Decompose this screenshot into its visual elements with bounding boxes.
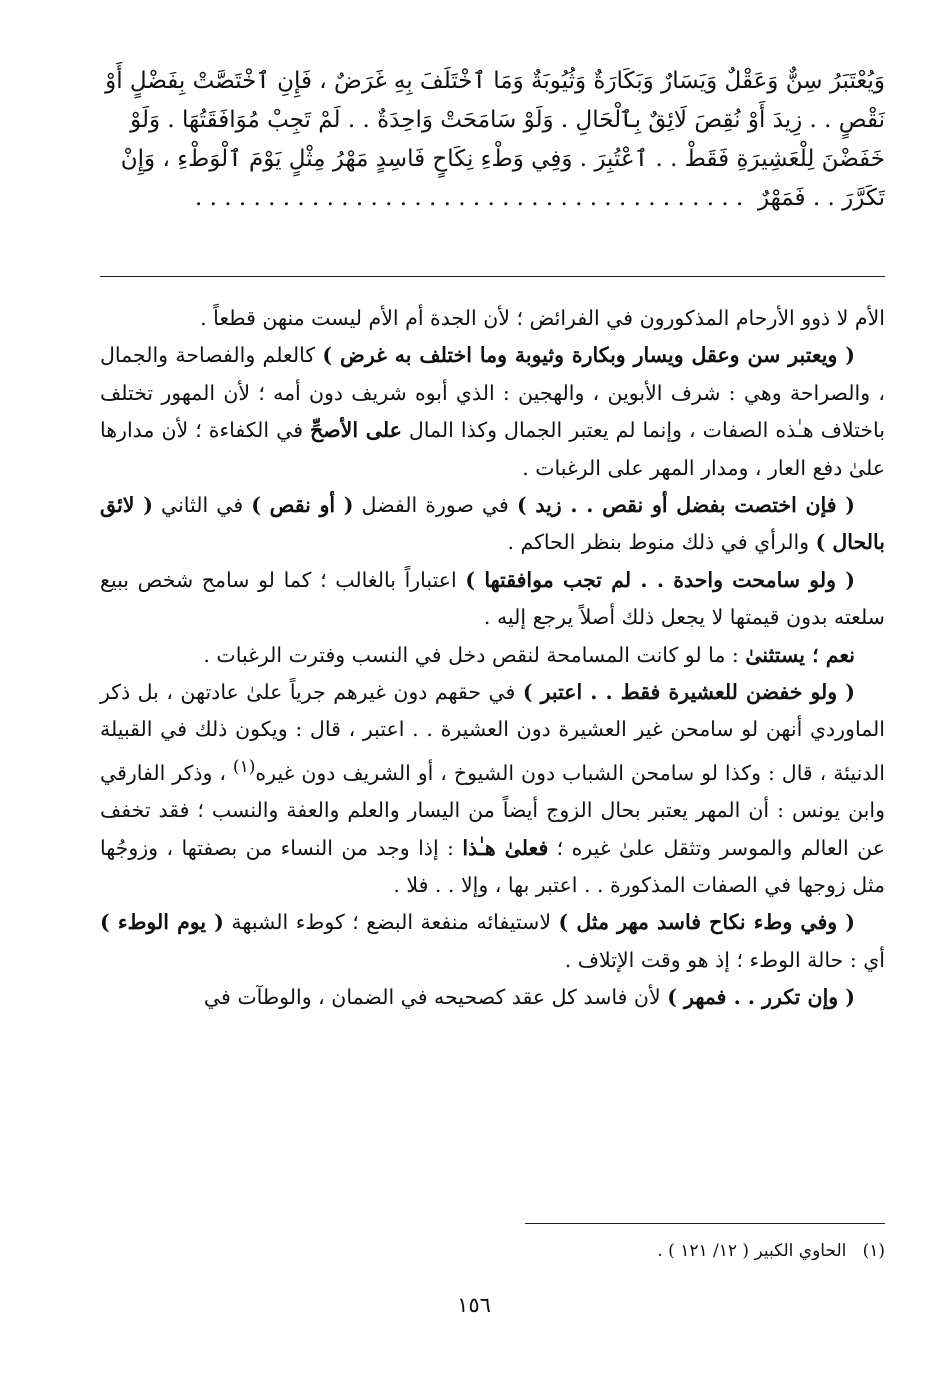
footnote-separator-rule	[525, 1223, 885, 1224]
commentary-text-span: في الكفاءة ؛ لأن مدارها علىٰ دفع العار ، ومدار المهر على الرغبات .	[100, 418, 885, 480]
commentary-paragraph-7	[100, 904, 885, 979]
commentary-text-span: : ما لو كانت المسامحة لنقص دخل في النسب وفترت الرغبات .	[203, 642, 746, 667]
matn-quote: ( ويعتبر سن وعقل ويسار وبكارة وثيوبة وما اختلف به غرض )	[322, 343, 855, 368]
page-number: ١٥٦	[457, 1293, 491, 1317]
footnote-number: (١)	[862, 1241, 885, 1261]
bold-term: على الأصحِّ	[310, 418, 402, 443]
commentary-paragraph-5	[100, 637, 885, 674]
footnote-reference[interactable]: (١)	[232, 756, 256, 777]
matn-separator-rule	[100, 276, 885, 277]
commentary-text-span: اعتباراً بالغالب ؛ كما لو سامح شخص ببيع سلعته بدون قيمتها لا يجعل ذلك أصلاً يرجع إليه .	[100, 567, 885, 630]
commentary-text-span: في صورة الفضل	[353, 493, 517, 518]
matn-quote: ( ولو سامحت واحدة . . لم تجب موافقتها )	[465, 567, 856, 592]
matn-text	[100, 62, 885, 218]
commentary-text-span: : إذا وجد من النساء من بصفتها ، وزوجُها مثل زوجها في الصفات المذكورة . . اعتبر بها ، وإلا . . فلا .	[100, 835, 885, 897]
matn-quote: ( يوم الوطء )	[100, 910, 224, 935]
commentary-paragraph-6	[100, 674, 885, 904]
bold-term: نعم ؛ يستثنىٰ	[745, 642, 855, 667]
matn-line-3: خَفَضْنَ لِلْعَشِيرَةِ فَقَطْ . . ٱعْتُبِرَ . وَفِي وَطْءِ نِكَاحٍ فَاسِدٍ مَهْرُ مِثْلٍ يَوْمَ ٱلْوَطْءِ ، وَإِنْ	[120, 146, 885, 172]
commentary-text-span: ، وذكر الفارقي وابن يونس : أن المهر يعتبر بحال الزوج أيضاً من اليسار والعلم والعفة والنسب ؛ فقد تخفف عن العالم والموسر وتثقل علىٰ غيره ؛	[100, 760, 885, 860]
matn-quote: ( ولو خفضن للعشيرة فقط . . اعتبر )	[522, 680, 855, 705]
commentary-text-span: لاستيفائه منفعة البضع ؛ كوطء الشبهة	[223, 910, 559, 935]
matn-quote: ( لائق بالحال )	[100, 493, 885, 555]
commentary-paragraph-8	[100, 979, 885, 1016]
commentary-text-span: في الثاني	[152, 493, 252, 518]
matn-quote: ( وفي وطء نكاح فاسد مهر مثل )	[558, 910, 855, 935]
matn-line-2: نَقْصٍ . . زِيدَ أَوْ نُقِصَ لَائِقٌ بِٱلْحَالِ . وَلَوْ سَامَحَتْ وَاحِدَةٌ . . لَمْ تَجِبْ مُوَافَقَتُهَا . وَلَوْ	[130, 107, 885, 133]
matn-line-4-text: تَكَرَّرَ . . فَمَهْرٌ	[757, 185, 885, 211]
commentary-text-span: كالعلم والفصاحة والجمال ، والصراحة وهي : شرف الأبوين ، والهجين : الذي أبوه شريف دون أمه ؛ لأن المهور تختلف باختلاف هـٰذه الصفات ، وإنما لم يعتبر الجمال وكذا المال	[100, 343, 885, 443]
commentary-text-span: والرأي في ذلك منوط بنظر الحاكم .	[507, 530, 816, 555]
matn-quote: ( أو نقص )	[251, 493, 354, 518]
matn-quote: ( فإن اختصت بفضل أو نقص . . زيد )	[516, 493, 855, 518]
commentary-text-span: في حقهم دون غيرهم جرياً علىٰ عادتهن ، بل ذكر الماوردي أنهن لو سامحن غير العشيرة دون العشيرة . . اعتبر ، قال : ويكون ذلك في القبيلة الدنيئة ، قال : وكذا لو سامحن الشباب دون الشيوخ ، أو الشريف دون غيره	[100, 680, 885, 785]
matn-line-4	[100, 179, 885, 218]
commentary-paragraph-4	[100, 562, 885, 637]
commentary-text-span: أي : حالة الوطء ؛ إذ هو وقت الإتلاف .	[564, 947, 885, 972]
footnote-text: الحاوي الكبير ( ١٢/ ١٢١ ) .	[657, 1241, 847, 1261]
commentary-text	[100, 300, 885, 1017]
matn-quote: ( وإن تكرر . . فمهر )	[667, 985, 855, 1010]
commentary-text-span: لأن فاسد كل عقد كصحيحه في الضمان ، والوطآت في	[203, 985, 668, 1010]
matn-line-1: وَيُعْتَبَرُ سِنٌّ وَعَقْلٌ وَيَسَارٌ وَبَكَارَةٌ وَثُيُوبَةٌ وَمَا ٱخْتَلَفَ بِهِ غَرَضٌ ، فَإِنِ ٱخْتَصَّتْ بِفَضْلٍ أَوْ	[105, 68, 885, 94]
commentary-paragraph-2	[100, 337, 885, 487]
commentary-paragraph-3	[100, 487, 885, 562]
matn-continuation-dots: . . . . . . . . . . . . . . . . . . . . . . . . . . . . . . . . . . . . . .	[195, 185, 744, 211]
bold-term: فعلىٰ هـٰذا	[462, 835, 549, 860]
footnote	[100, 1236, 885, 1266]
commentary-paragraph-1: الأم لا ذوو الأرحام المذكورون في الفرائض ؛ لأن الجدة أم الأم ليست منهن قطعاً .	[200, 306, 885, 330]
